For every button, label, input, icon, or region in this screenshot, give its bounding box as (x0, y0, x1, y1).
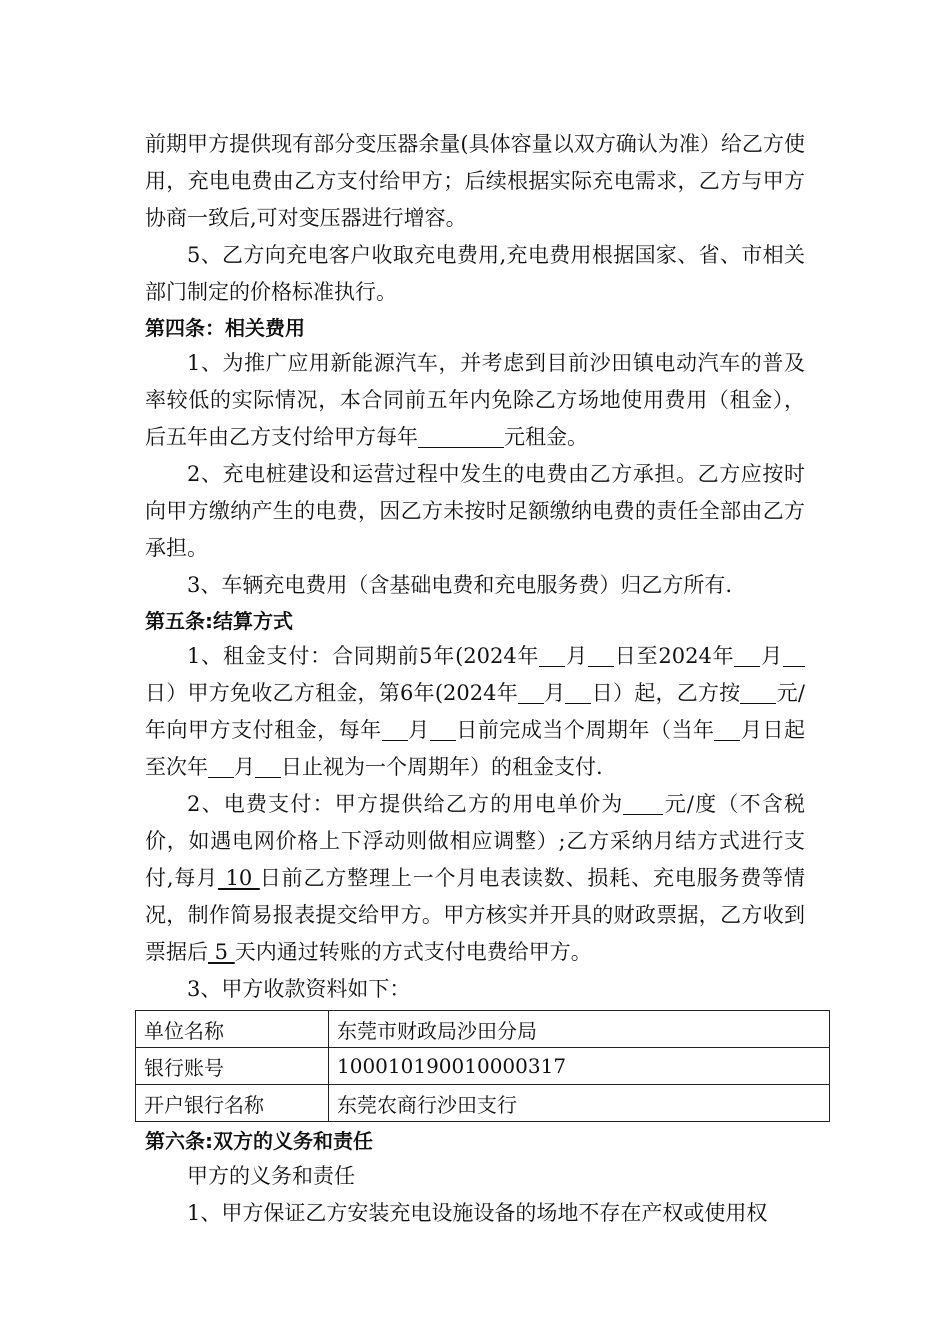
document-body (145, 126, 805, 1232)
blank (208, 755, 234, 778)
payment-day: 10 (218, 866, 260, 890)
paragraph-vehicle-fee: 3、车辆充电费用（含基础电费和充电服务费）归乙方所有. (187, 573, 733, 597)
blank-rent-amount (418, 425, 504, 448)
table-row (136, 1011, 830, 1048)
table-cell-value: 东莞市财政局沙田分局 (329, 1011, 830, 1048)
section-heading-5: 第五条:结算方式 (145, 609, 293, 633)
payment-days: 5 (208, 940, 235, 964)
table-cell-label: 银行账号 (136, 1048, 329, 1085)
paragraph-transformer: 前期甲方提供现有部分变压器余量(具体容量以双方确认为准）给乙方使用，充电电费由乙方支付给甲方；后续根据实际充电需求，乙方与甲方协商一致后,可对变压器进行增容。 (145, 132, 805, 230)
table-cell-value: 东莞农商行沙田支行 (329, 1085, 830, 1122)
section-heading-6: 第六条:双方的义务和责任 (145, 1129, 373, 1153)
blank (588, 644, 614, 667)
paragraph-bank-info: 3、甲方收款资料如下： (187, 977, 411, 1001)
paragraph-electricity-cost: 2、充电桩建设和运营过程中发生的电费由乙方承担。乙方应按时向甲方缴纳产生的电费，因乙方未按时足额缴纳电费的责任全部由乙方承担。 (145, 462, 805, 560)
subheading-party-a-duties: 甲方的义务和责任 (187, 1164, 355, 1188)
blank (783, 644, 805, 667)
blank (430, 718, 456, 741)
table-cell-label: 单位名称 (136, 1011, 329, 1048)
blank (382, 718, 408, 741)
blank (255, 755, 281, 778)
paragraph-rent-payment: 1、租金支付：合同期前5年(2024年 月 日至2024年 月日）甲方免收乙方租金，第6年(2024年 月 日）起，乙方按 元/年向甲方支付租金，每年 月 日前完成当个周期年（当年 月日起至次年 月 日止视为一个周期年）的租金支付. (145, 644, 806, 779)
paragraph-electricity-payment: 2、电费支付：甲方提供给乙方的用电单价为 元/度（不含税价，如遇电网价格上下浮动则做相应调整）;乙方采纳月结方式进行支付,每月 10 日前乙方整理上一个月电表读数、损耗、充电服务费等情况，制作简易报表提交给甲方。甲方核实并开具的财政票据，乙方收到票据后 5 天内通过转账的方式支付电费给甲方。 (145, 792, 806, 964)
section-heading-4: 第四条：相关费用 (145, 316, 305, 340)
blank-unit-price (623, 792, 663, 815)
paragraph-rent: 1、为推广应用新能源汽车，并考虑到目前沙田镇电动汽车的普及率较低的实际情况，本合同前五年内免除乙方场地使用费用（租金），后五年由乙方支付给甲方每年 元租金。 (145, 351, 805, 449)
table-cell-value: 100010190010000317 (329, 1048, 830, 1085)
table-row (136, 1085, 830, 1122)
paragraph-charging-fee: 5、乙方向充电客户收取充电费用,充电费用根据国家、省、市相关部门制定的价格标准执行。 (145, 243, 805, 304)
table-cell-label: 开户银行名称 (136, 1085, 329, 1122)
blank (740, 681, 776, 704)
paragraph-site-guarantee: 1、甲方保证乙方安装充电设施设备的场地不存在产权或使用权 (187, 1201, 768, 1225)
bank-info-table (135, 1010, 830, 1122)
blank (734, 644, 760, 667)
blank (539, 644, 565, 667)
blank (518, 681, 544, 704)
blank (565, 681, 591, 704)
table-row (136, 1048, 830, 1085)
blank (714, 718, 740, 741)
